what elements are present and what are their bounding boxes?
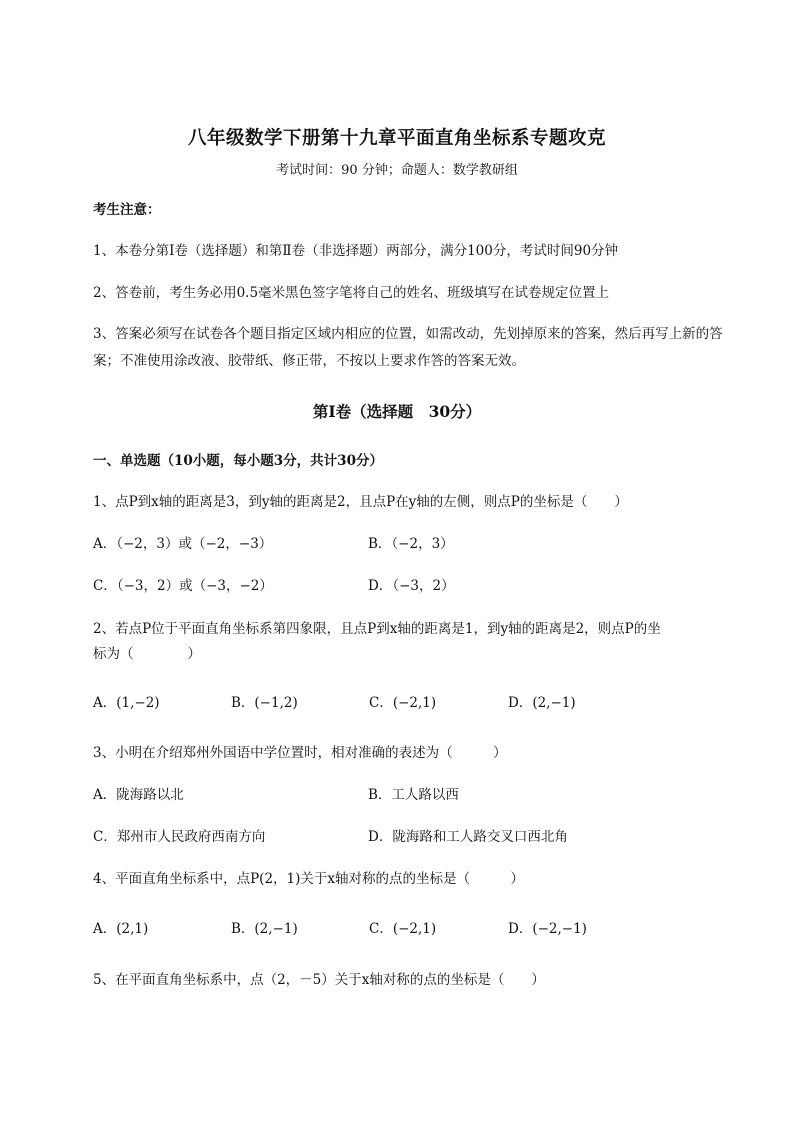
question-2-option-d[interactable]: D．(2,−1) [508,695,576,711]
question-2-option-c[interactable]: C．(−2,1) [369,695,437,711]
notice-item-2: 2、答卷前，考生务必用0.5毫米黑色签字笔将自己的姓名、班级填写在试卷规定位置上 [93,285,610,301]
exam-title: 八年级数学下册第十九章平面直角坐标系专题攻克 [187,128,606,149]
question-4-option-b[interactable]: B．(2,−1) [231,921,298,937]
question-3-option-b[interactable]: B．工人路以西 [368,787,459,803]
question-4-stem: 4、平面直角坐标系中，点P(2，1)关于x轴对称的点的坐标是（ ） [93,871,524,887]
question-2-stem-line2: 标为（ ） [93,646,201,662]
question-3-option-a[interactable]: A．陇海路以北 [93,787,184,803]
question-1-option-b[interactable]: B．（−2，3） [368,536,454,552]
question-1-stem: 1、点P到x轴的距离是3，到y轴的距离是2，且点P在y轴的左侧，则点P的坐标是（ ） [93,494,628,510]
question-4-option-c[interactable]: C．(−2,1) [369,921,437,937]
question-3-option-c[interactable]: C．郑州市人民政府西南方向 [93,829,266,845]
notice-heading: 考生注意： [93,202,161,218]
section-title: 第Ⅰ卷（选择题 30分） [312,402,482,421]
question-1-option-c[interactable]: C．（−3，2）或（−3，−2） [93,578,273,594]
question-3-stem: 3、小明在介绍郑州外国语中学位置时，相对准确的表述为（ ） [93,745,507,761]
exam-subtitle: 考试时间：90 分钟；命题人：数学教研组 [276,163,518,178]
question-4-option-a[interactable]: A．(2,1) [93,921,149,937]
question-2-option-b[interactable]: B．(−1,2) [231,695,298,711]
question-4-option-d[interactable]: D．(−2,−1) [508,921,587,937]
question-2-stem-line1: 2、若点P位于平面直角坐标系第四象限，且点P到x轴的距离是1，到y轴的距离是2，则点P的坐 [93,621,661,637]
question-1-option-a[interactable]: A．（−2，3）或（−2，−3） [93,536,273,552]
part-heading: 一、单选题（10小题，每小题3分，共计30分） [93,453,383,469]
question-3-option-d[interactable]: D．陇海路和工人路交叉口西北角 [368,829,568,845]
notice-item-3: 3、答案必须写在试卷各个题目指定区域内相应的位置，如需改动，先划掉原来的答案，然后再写上新的答案；不准使用涂改液、胶带纸、修正带，不按以上要求作答的答案无效。 [93,326,723,369]
question-2-option-a[interactable]: A．(1,−2) [93,695,160,711]
question-1-option-d[interactable]: D．（−3，2） [368,578,455,594]
notice-item-1: 1、本卷分第Ⅰ卷（选择题）和第Ⅱ卷（非选择题）两部分，满分100分，考试时间90分钟 [93,243,619,259]
question-5-stem: 5、在平面直角坐标系中，点（2，－5）关于x轴对称的点的坐标是（ ） [93,972,545,988]
